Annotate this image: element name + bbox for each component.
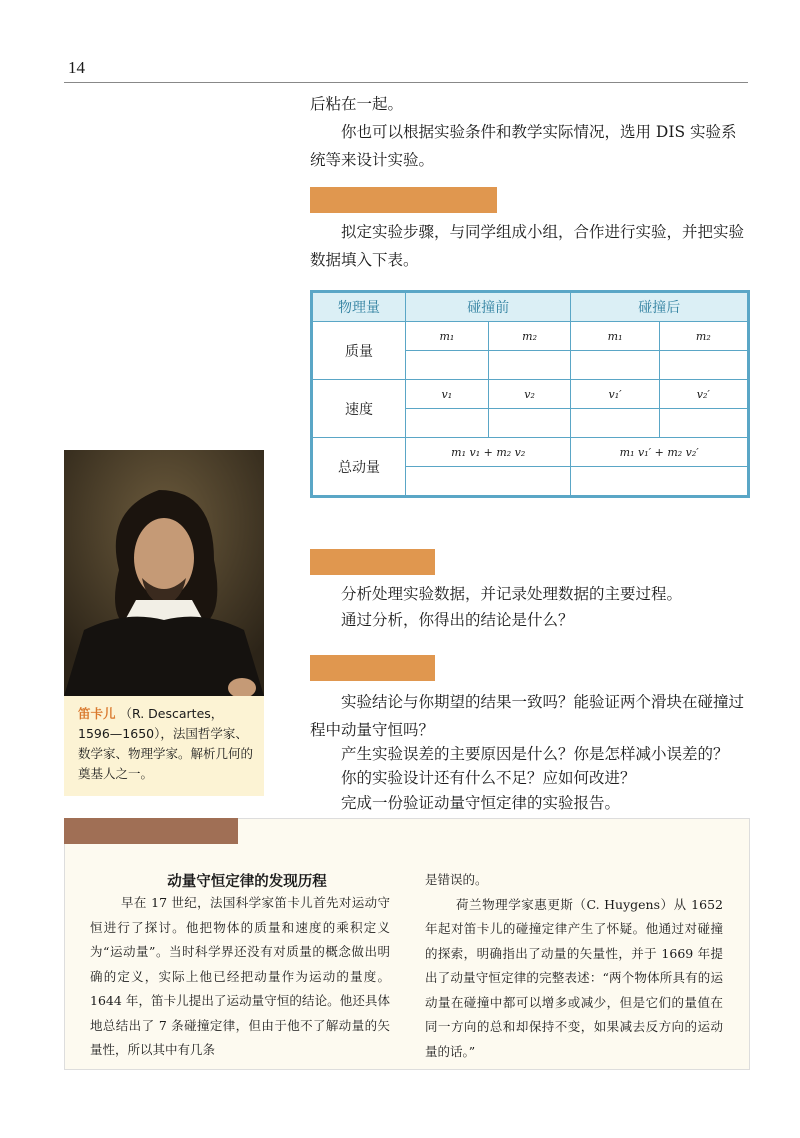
input-cell — [406, 409, 489, 438]
header-quantity: 物理量 — [313, 293, 406, 322]
cell-momentum-before: m₁ v₁ + m₂ v₂ — [406, 438, 571, 467]
discussion-line-2: 产生实验误差的主要原因是什么？你是怎样减小误差的？ — [341, 745, 729, 763]
input-cell — [488, 351, 571, 380]
reading-box-title: 动量守恒定律的发现历程 — [167, 874, 327, 890]
input-cell — [488, 409, 571, 438]
input-cell — [571, 351, 659, 380]
input-cell — [406, 351, 489, 380]
section-heading-bar-discussion — [310, 655, 435, 681]
page-number: 14 — [68, 58, 85, 77]
header-after: 碰撞后 — [571, 293, 748, 322]
input-cell — [571, 409, 659, 438]
reading-right-text-2: 荷兰物理学家惠更斯（C. Huygens）从 1652 年起对笛卡儿的碰撞定律产生了怀疑。他通过对碰撞的探索，明确指出了动量的矢量性，并于 1669 年提出了动量守恒定律的完整表述：“两个物体所具有的运动量在碰撞中都可以增多或减少，但是它们的量值在同一方向的总和却保持不变，如果减去反方向的运动量的话。” — [425, 896, 723, 1059]
discussion-line-4: 完成一份验证动量守恒定律的实验报告。 — [341, 794, 621, 812]
steps-paragraph: 拟定实验步骤，与同学组成小组，合作进行实验，并把实验数据填入下表。 — [310, 223, 745, 269]
cell-m2-after: m₂ — [659, 322, 747, 351]
cell-momentum-after: m₁ v₁′ + m₂ v₂′ — [571, 438, 748, 467]
cell-m1-after: m₁ — [571, 322, 659, 351]
header-before: 碰撞前 — [406, 293, 571, 322]
section-heading-bar-analysis — [310, 549, 435, 575]
header-rule — [64, 82, 748, 83]
discussion-line-1: 实验结论与你期望的结果一致吗？能验证两个滑块在碰撞过程中动量守恒吗？ — [310, 693, 745, 739]
cell-v2-before: v₂ — [488, 380, 571, 409]
reading-right-text-1: 是错误的。 — [425, 872, 488, 887]
input-cell — [659, 351, 747, 380]
caption-name: 笛卡儿 — [78, 706, 116, 721]
row-label-momentum: 总动量 — [313, 438, 406, 496]
row-label-velocity: 速度 — [313, 380, 406, 438]
analysis-line-2: 通过分析，你得出的结论是什么？ — [341, 611, 574, 629]
caption-text: （R. Descartes，1596—1650），法国哲学家、数学家、物理学家。解析几何的奠基人之一。 — [78, 706, 254, 781]
section-heading-bar-steps — [310, 187, 497, 213]
input-cell — [659, 409, 747, 438]
reading-box-tab — [64, 818, 238, 844]
intro-line-1: 后粘在一起。 — [310, 95, 404, 113]
cell-v1-after: v₁′ — [571, 380, 659, 409]
descartes-portrait — [64, 450, 264, 696]
cell-v1-before: v₁ — [406, 380, 489, 409]
cell-v2-after: v₂′ — [659, 380, 747, 409]
data-table-container — [310, 290, 750, 498]
cell-m2-before: m₂ — [488, 322, 571, 351]
row-label-mass: 质量 — [313, 322, 406, 380]
discussion-line-3: 你的实验设计还有什么不足？应如何改进？ — [341, 769, 636, 787]
input-cell — [406, 467, 571, 496]
reading-right-column — [425, 868, 723, 1064]
portrait-caption — [64, 696, 264, 796]
cell-m1-before: m₁ — [406, 322, 489, 351]
reading-left-column: 早在 17 世纪，法国科学家笛卡儿首先对运动守恒进行了探讨。他把物体的质量和速度的乘积定义为“运动量”。当时科学界还没有对质量的概念做出明确的定义，实际上他已经把动量作为运动的量度。1644 年，笛卡儿提出了运动量守恒的结论。他还具体地总结出了 7 条碰撞定律，但由于他不了解动量的矢量性，所以其中有几条 — [90, 895, 390, 1057]
data-table — [312, 292, 748, 496]
analysis-line-1: 分析处理实验数据，并记录处理数据的主要过程。 — [341, 585, 683, 603]
intro-paragraph: 你也可以根据实验条件和教学实际情况，选用 DIS 实验系统等来设计实验。 — [310, 123, 737, 169]
input-cell — [571, 467, 748, 496]
